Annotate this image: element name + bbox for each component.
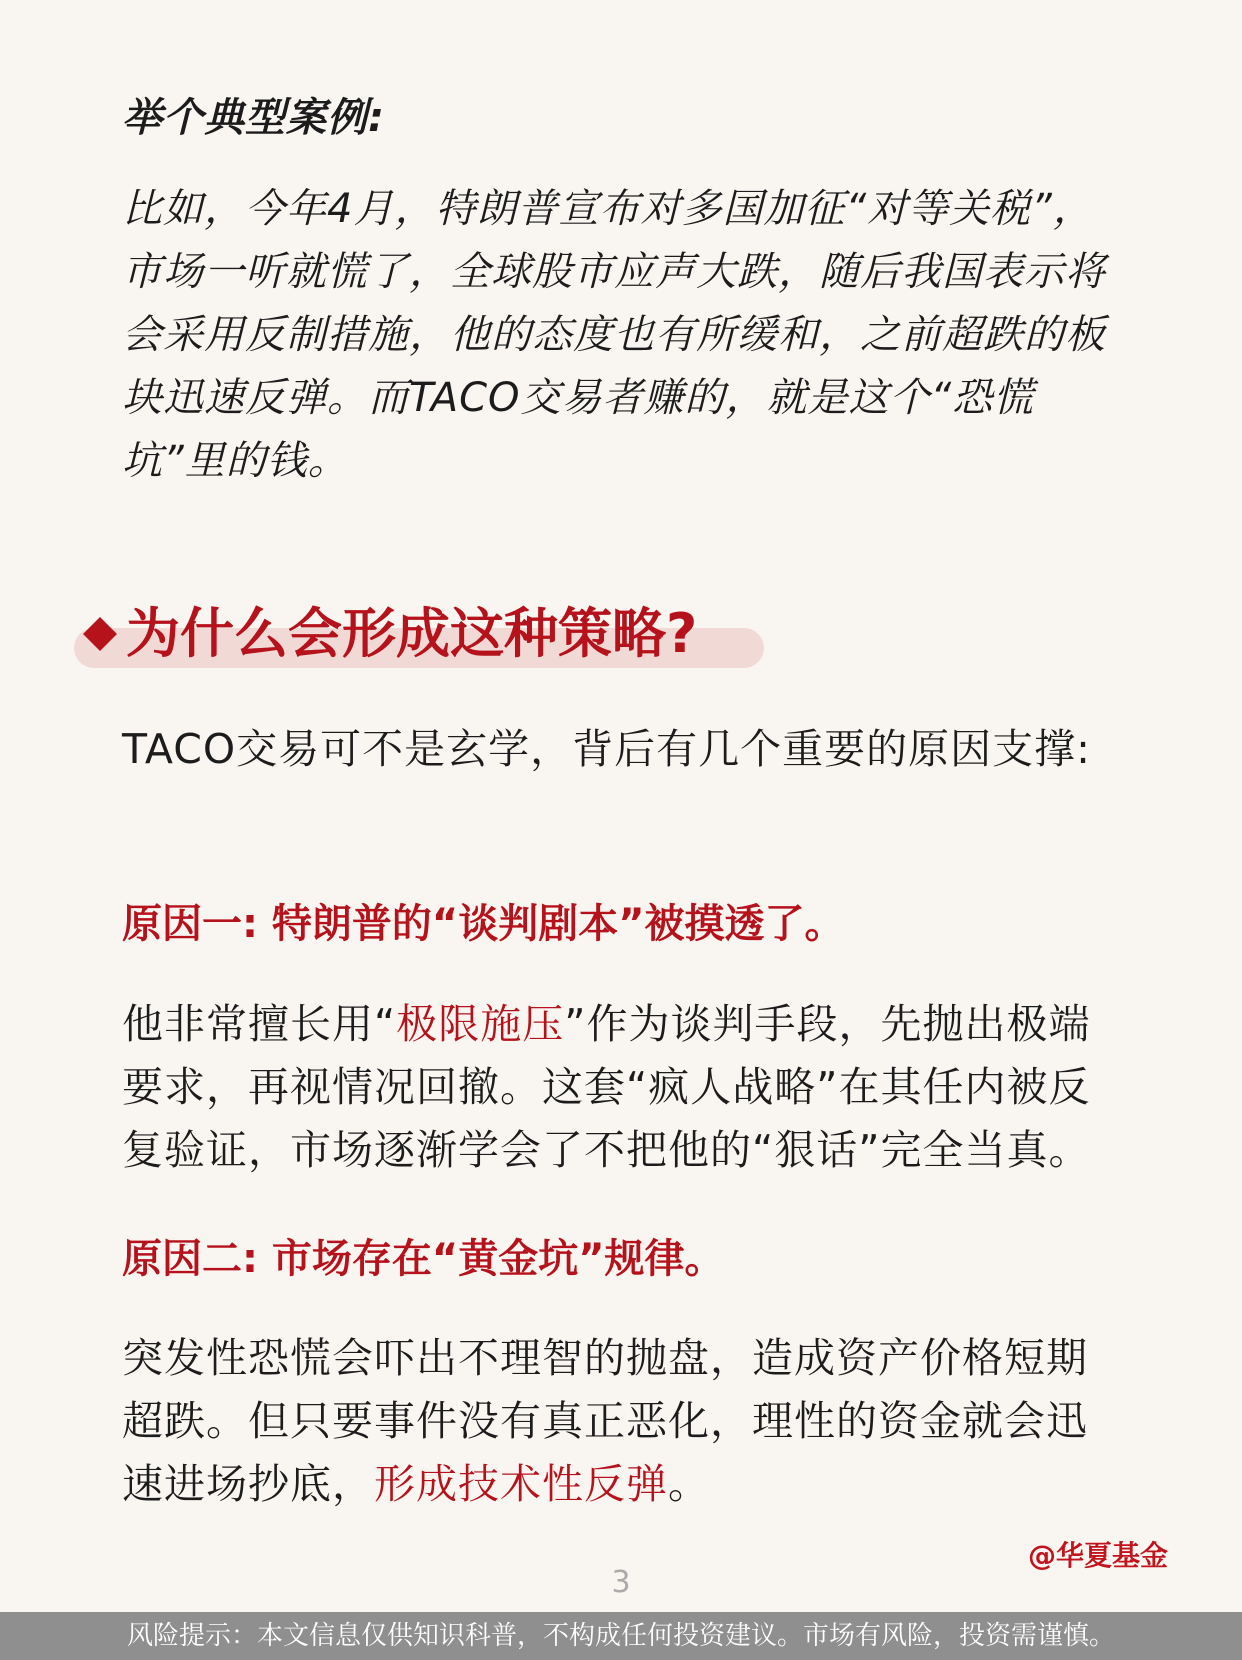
risk-disclaimer-bar (0, 1612, 1242, 1660)
risk-disclaimer-text: 风险提示：本文信息仅供知识科普，不构成任何投资建议。市场有风险，投资需谨慎。 (126, 1621, 1115, 1651)
reason-one-title: 原因一: 特朗普的“谈判剧本”被摸透了。 (122, 901, 845, 947)
author-watermark: @华夏基金 (1027, 1539, 1168, 1572)
reason-two-title: 原因二: 市场存在“黄金坑”规律。 (122, 1236, 725, 1282)
reason-two-text-before: 突发性恐慌会吓出不理智的抛盘，造成资产价格短期超跌。但只要事件没有真正恶化，理性的资金就会迅速进场抄底， (122, 1334, 1088, 1508)
reason-one-text-after: ”作为谈判手段，先抛出极端要求，再视情况回撤。这套“疯人战略”在其任内被反复验证，市场逐渐学会了不把他的“狠话”完全当真。 (122, 1000, 1091, 1174)
case-body-paragraph: 比如，今年4月，特朗普宣布对多国加征“对等关税”，市场一听就慌了，全球股市应声大跌，随后我国表示将会采用反制措施，他的态度也有所缓和，之前超跌的板块迅速反弹。而TACO交易者赚的，就是这个“恐慌坑”里的钱。 (122, 186, 1106, 484)
reason-two-body (122, 1327, 1122, 1516)
intro-paragraph: TACO交易可不是玄学，背后有几个重要的原因支撑: (122, 725, 1091, 773)
reason-one-body (122, 993, 1122, 1182)
reason-one-text-before: 他非常擅长用“ (122, 1000, 397, 1048)
case-heading: 举个典型案例: (122, 95, 385, 141)
section-heading: 为什么会形成这种策略? (126, 602, 698, 665)
reason-two-text-after: 。 (668, 1460, 710, 1508)
reason-one-highlight: 极限施压 (396, 1000, 565, 1048)
page-number: 3 (611, 1565, 631, 1600)
section-heading-block (74, 600, 764, 668)
reason-two-highlight: 形成技术性反弹 (374, 1460, 668, 1508)
